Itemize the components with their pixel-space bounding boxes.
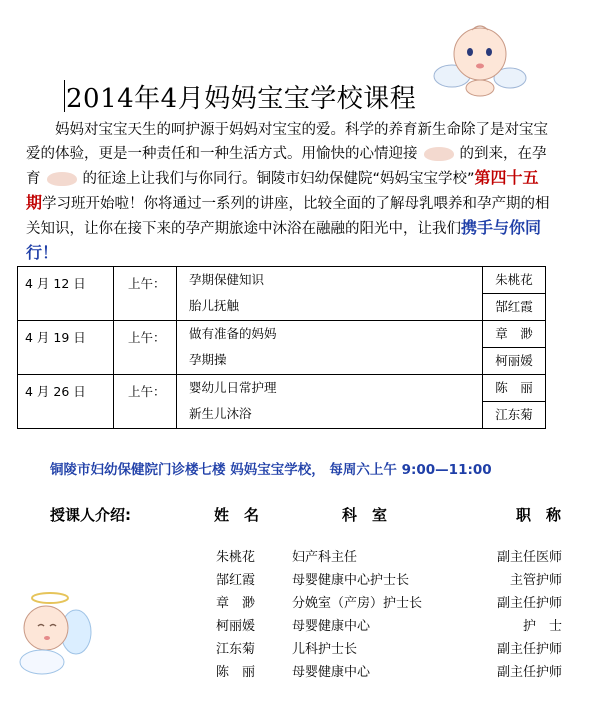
angel-baby-illustration	[432, 16, 528, 102]
period-cell: 上午：	[114, 375, 177, 429]
instructor-name: 江东菊	[216, 642, 256, 657]
topic-line: 胎儿抚触	[189, 298, 240, 313]
teacher-line: 郜红霞	[483, 293, 545, 320]
baby-face-icon	[424, 147, 454, 161]
teacher-cell	[483, 375, 546, 429]
instructor-dept: 儿科护士长	[292, 642, 358, 657]
topic-line: 孕期操	[189, 352, 227, 367]
instructor-name: 陈 丽	[216, 665, 256, 680]
teacher-line: 柯丽媛	[483, 347, 545, 374]
instructor-dept: 母婴健康中心	[292, 665, 371, 680]
period-cell: 上午：	[114, 267, 177, 321]
intro-text-4: 学习班开始啦！你将通过一系列的讲座，比较全面的了解母乳喂养和孕产期的相关知识，让你在接下来的孕产期旅途中沐浴在融融的阳光中，让我们	[26, 196, 550, 237]
intro-text-2: 的到来，在孕育	[26, 146, 547, 187]
list-item	[216, 546, 562, 569]
topic-cell	[177, 267, 483, 321]
instructor-list	[216, 546, 562, 684]
table-row	[18, 321, 546, 375]
date-cell: 4 月 26 日	[18, 375, 114, 429]
teacher-line: 章 渺	[495, 326, 533, 341]
topic-line: 做有准备的妈妈	[189, 326, 277, 341]
instructor-name: 章 渺	[216, 596, 256, 611]
intro-text-1: 妈妈对宝宝天生的呵护源于妈妈对宝宝的爱。科学的养育新生命除了是对宝宝爱的体验，更是一种责任和一种生活方式。用愉快的心情迎接	[26, 122, 548, 162]
intro-text-3: 的征途上让我们与你同行。铜陵市妇幼保健院“妈妈宝宝学校”	[82, 171, 475, 187]
topic-cell	[177, 321, 483, 375]
instructor-title: 副主任护师	[496, 642, 562, 657]
column-header-dept: 科 室	[342, 506, 388, 524]
text-cursor	[64, 80, 65, 112]
list-item	[216, 661, 562, 684]
instructor-name: 郜红霞	[216, 573, 256, 588]
date-cell: 4 月 19 日	[18, 321, 114, 375]
instructor-name: 朱桃花	[216, 550, 256, 565]
instructor-title: 副主任护师	[496, 665, 562, 680]
angel-baby-illustration-bottom	[6, 586, 94, 678]
date-cell: 4 月 12 日	[18, 267, 114, 321]
topic-line: 婴幼儿日常护理	[189, 380, 277, 395]
instructor-dept: 妇产科主任	[292, 550, 358, 565]
schedule-table	[17, 266, 546, 429]
instructor-dept: 母婴健康中心	[292, 619, 371, 634]
list-item	[216, 569, 562, 592]
column-header-title: 职 称	[516, 506, 562, 524]
topic-line: 孕期保健知识	[189, 272, 265, 287]
list-item	[216, 592, 562, 615]
instructor-dept: 分娩室（产房）护士长	[292, 596, 423, 611]
topic-line: 新生儿沐浴	[189, 406, 252, 421]
intro-paragraph	[26, 118, 554, 266]
instructor-title: 主管护师	[509, 573, 562, 588]
baby-face-icon-2	[47, 172, 77, 186]
instructor-title: 副主任护师	[496, 596, 562, 611]
list-item	[216, 615, 562, 638]
teacher-cell	[483, 321, 546, 375]
column-header-name: 姓 名	[214, 506, 260, 524]
table-row	[18, 267, 546, 321]
teacher-cell	[483, 267, 546, 321]
instructor-dept: 母婴健康中心护士长	[292, 573, 410, 588]
instructor-title: 护 士	[522, 619, 562, 634]
instructor-name: 柯丽媛	[216, 619, 256, 634]
teacher-line: 朱桃花	[495, 272, 533, 287]
topic-cell	[177, 375, 483, 429]
page-title: 2014年4月妈妈宝宝学校课程	[66, 84, 417, 114]
period-cell: 上午：	[114, 321, 177, 375]
list-item	[216, 638, 562, 661]
location-info: 铜陵市妇幼保健院门诊楼七楼 妈妈宝宝学校， 每周六上午 9:00—11:00	[50, 462, 492, 478]
session-number: 第四十五期	[26, 168, 539, 212]
instructor-title: 副主任医师	[496, 550, 562, 565]
teacher-line: 江东菊	[483, 401, 545, 428]
instructors-label: 授课人介绍:	[50, 506, 131, 524]
slogan: 携手与你同行！	[26, 218, 542, 262]
teacher-line: 陈 丽	[495, 380, 533, 395]
table-row	[18, 375, 546, 429]
